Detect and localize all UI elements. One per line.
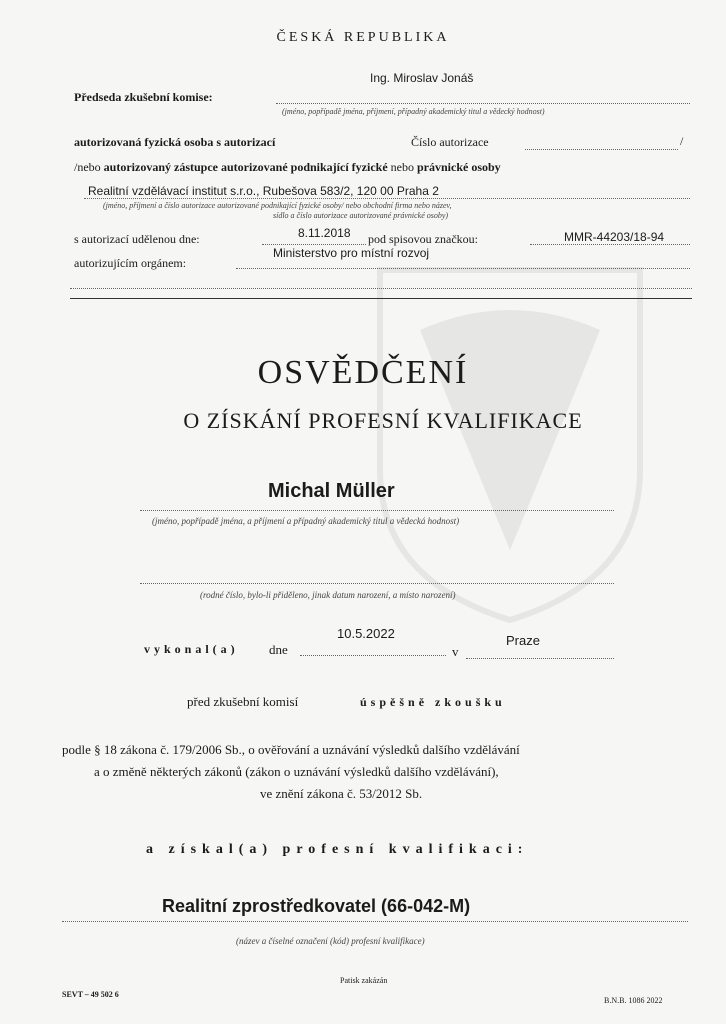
authority-line [236, 268, 690, 269]
form-code: SEVT – 49 502 6 [62, 990, 119, 999]
file-number: MMR-44203/18-94 [564, 230, 665, 244]
committee-chair-name: Ing. Miroslav Jonáš [370, 71, 474, 85]
blank-line [70, 288, 692, 289]
birth-line [140, 583, 614, 584]
representative-prefix: /nebo [74, 160, 101, 174]
reprint-note: Patisk zakázán [340, 976, 388, 985]
file-number-line [530, 244, 690, 245]
country-heading: ČESKÁ REPUBLIKA [276, 30, 450, 45]
holder-name-hint: (jméno, popřípadě jména, a příjmení a případný akademický titul a vědecká hodnost) [152, 516, 460, 526]
representative-line [74, 160, 501, 175]
exam-place: Praze [506, 633, 540, 648]
birth-hint: (rodné číslo, bylo-li přiděleno, jinak datum narození, a místo narození) [200, 590, 456, 600]
representative-or: nebo [390, 160, 414, 174]
authorization-number-label: Číslo autorizace [411, 135, 489, 149]
exam-place-line [466, 658, 614, 659]
qualification-line [62, 921, 688, 922]
granted-label: s autorizací udělenou dne: [74, 232, 200, 246]
qualification-hint: (název a číselné označení (kód) profesní kvalifikace) [236, 936, 425, 946]
law-line-3: ve znění zákona č. 53/2012 Sb. [260, 786, 423, 801]
performed-label: vykonal(a) [144, 642, 239, 656]
legal-person-text: právnické osoby [416, 160, 501, 174]
exam-date-line [300, 655, 446, 656]
holder-name-line [140, 510, 614, 511]
authority-name: Ministerstvo pro místní rozvoj [273, 246, 430, 260]
granted-date: 8.11.2018 [298, 226, 351, 240]
header-separator [70, 298, 692, 299]
qualification-name: Realitní zprostředkovatel (66-042-M) [162, 896, 471, 916]
institute-hint-1: (jméno, příjmení a číslo autorizace autorizované podnikající fyzické osoby/ nebo obchodní firma nebo název, [103, 201, 452, 210]
holder-name: Michal Müller [268, 480, 395, 502]
file-number-label: pod spisovou značkou: [368, 232, 478, 246]
chair-line [276, 103, 690, 104]
qualification-obtained-label: a získal(a) profesní kvalifikaci: [146, 842, 529, 857]
authority-label: autorizujícím orgánem: [74, 256, 187, 270]
success-label: úspěšně zkoušku [360, 695, 506, 709]
authorized-person-label: autorizovaná fyzická osoba s autorizací [74, 135, 276, 149]
authorization-number-line [525, 149, 678, 150]
representative-text: autorizovaný zástupce autorizované podnikající fyzické [103, 160, 388, 174]
certificate-subtitle: O ZÍSKÁNÍ PROFESNÍ KVALIFIKACE [183, 408, 583, 433]
committee-chair-label: Předseda zkušební komise: [74, 90, 213, 104]
day-label: dne [269, 642, 288, 657]
printer-code: B.N.B. 1086 2022 [604, 996, 663, 1005]
chair-hint: (jméno, popřípadě jména, příjmení, případný akademický titul a vědecký hodnost) [282, 107, 545, 116]
exam-date: 10.5.2022 [337, 626, 395, 641]
law-line-1: podle § 18 zákona č. 179/2006 Sb., o ověřování a uznávání výsledků dalšího vzdělávání [62, 742, 520, 757]
state-emblem-watermark [360, 250, 660, 630]
authorization-slash: / [680, 134, 684, 148]
institute-name: Realitní vzdělávací institut s.r.o., Rubešova 583/2, 120 00 Praha 2 [88, 184, 439, 198]
certificate-title: OSVĚDČENÍ [257, 354, 469, 391]
institute-hint-2: sídlo a číslo autorizace autorizované právnické osoby) [273, 211, 449, 220]
in-label: v [452, 644, 459, 659]
before-committee-label: před zkušební komisí [187, 694, 299, 709]
institute-line [84, 198, 690, 199]
granted-date-line [262, 244, 366, 245]
law-line-2: a o změně některých zákonů (zákon o uznávání výsledků dalšího vzdělávání), [94, 764, 499, 779]
